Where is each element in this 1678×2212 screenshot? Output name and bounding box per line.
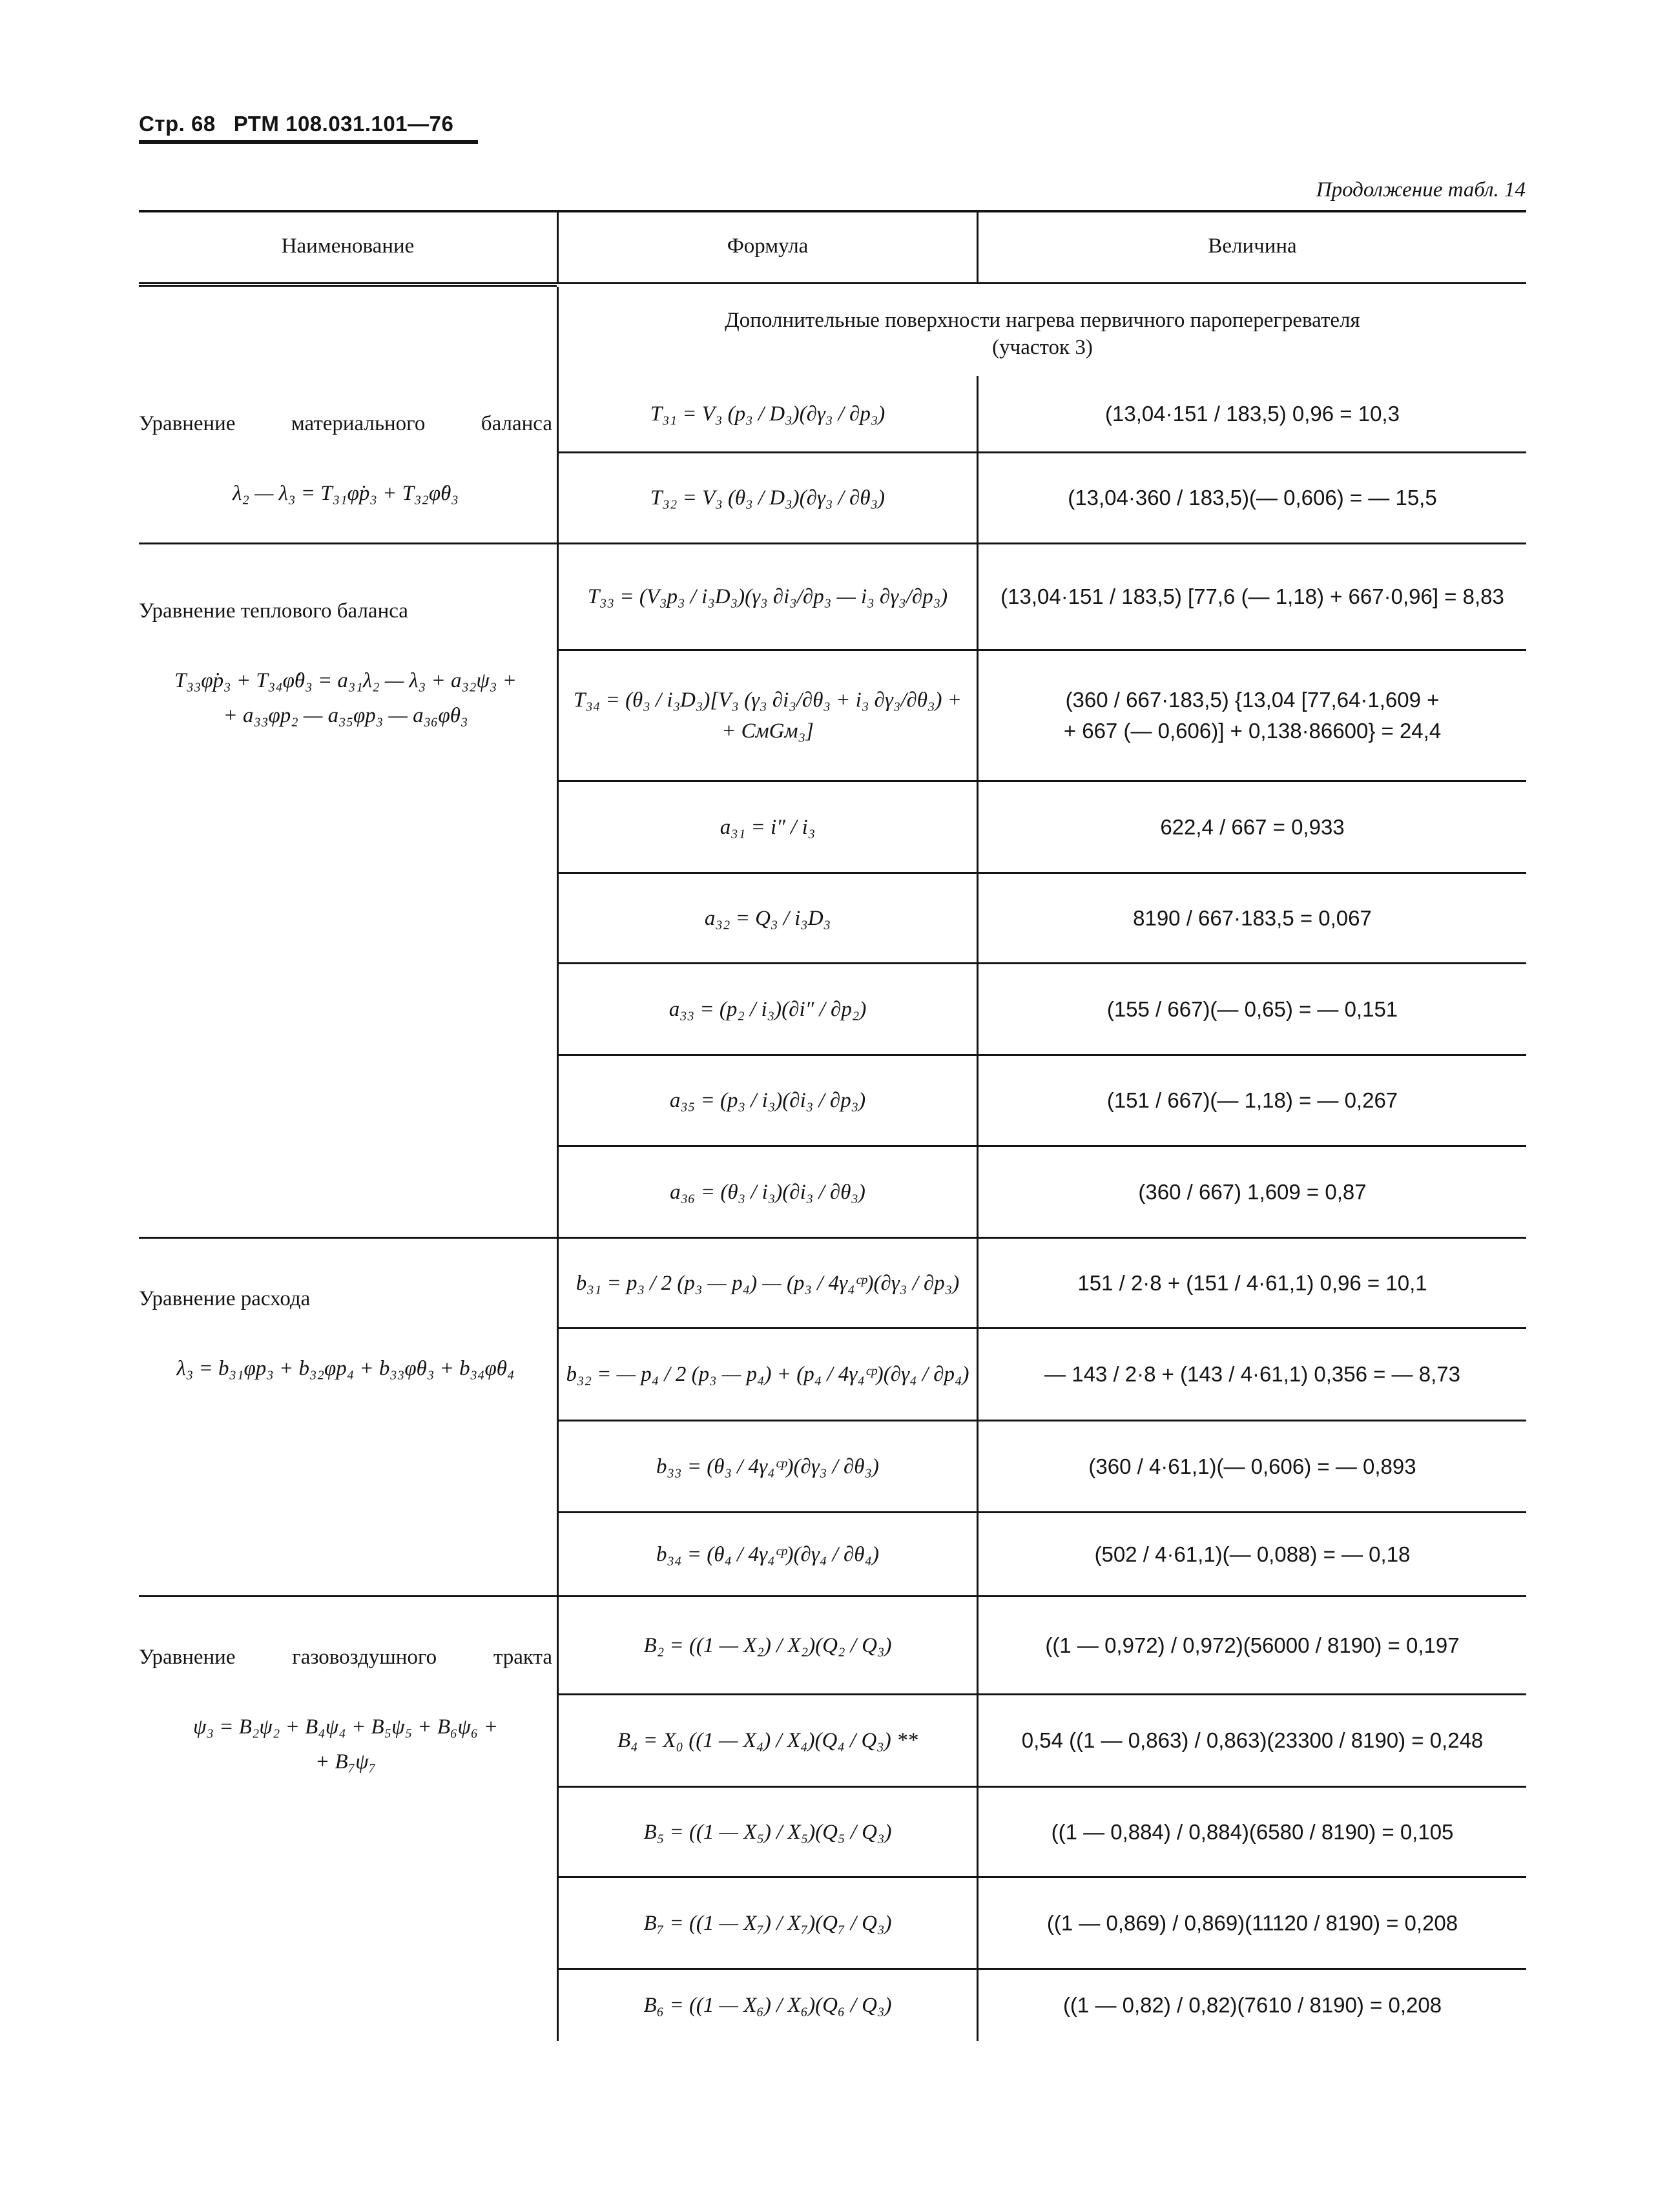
group-title: Уравнение теплового баланса	[139, 599, 408, 623]
group-equation: T₃₃φ̇p₃ + T₃₄φ̇θ₃ = a₃₁λ₂ — λ₃ + a₃₂ψ₃ + + a₃₃φp₂ — a₃₅φp₃ — a₃₆φθ₃	[174, 669, 517, 727]
formula-B4: B₄ = X₀ ((1 — X₄) / X₄)(Q₄ / Q₃) **	[617, 1729, 918, 1752]
value-b34: (502 / 4·61,1)(— 0,088) = — 0,18	[1094, 1542, 1411, 1566]
group-title: Уравнение газовоздушного тракта	[139, 1646, 552, 1669]
value-b32: — 143 / 2·8 + (143 / 4·61,1) 0,356 = — 8,73	[1044, 1362, 1460, 1386]
page-header	[139, 111, 453, 137]
formula-B5: B₅ = ((1 — X₅) / X₅)(Q₅ / Q₃)	[643, 1820, 892, 1844]
formula-b31: b₃₁ = p₃ / 2 (p₃ — p₄) — (p₃ / 4γ₄ᶜᵖ)(∂γ₃ / ∂p₃)	[575, 1271, 960, 1295]
formula-b34: b₃₄ = (θ₄ / 4γ₄ᶜᵖ)(∂γ₄ / ∂θ₄)	[656, 1542, 879, 1566]
group-flow	[139, 1246, 552, 1421]
value-B4: 0,54 ((1 — 0,863) / 0,863)(23300 / 8190) = 0,248	[1021, 1728, 1484, 1752]
formula-T34: T₃₄ = (θ₃ / i₃D₃)[V₃ (γ₃ ∂i₃/∂θ₃ + i₃ ∂γ₃/∂θ₃) + + CмGм₃]	[574, 688, 962, 743]
group-gas-air-path	[139, 1605, 552, 1814]
page-number: Стр. 68	[139, 112, 216, 136]
formula-a32: a₃₂ = Q₃ / i₃D₃	[704, 906, 831, 930]
value-a32: 8190 / 667·183,5 = 0,067	[1133, 905, 1372, 930]
table-continuation-label: Продолжение табл. 14	[1316, 178, 1526, 202]
header-rule	[139, 140, 478, 144]
group-title: Уравнение расхода	[139, 1287, 311, 1310]
formula-T32: T₃₂ = V₃ (θ₃ / D₃)(∂γ₃ / ∂θ₃)	[650, 486, 885, 510]
value-T32: (13,04·360 / 183,5)(— 0,606) = — 15,5	[1068, 486, 1437, 510]
formula-B6: B₆ = ((1 — X₆) / X₆)(Q₆ / Q₃)	[643, 1994, 892, 2017]
formula-a36: a₃₆ = (θ₃ / i₃)(∂i₃ / ∂θ₃)	[670, 1180, 865, 1204]
section-title: Дополнительные поверхности нагрева первичного пароперегревателя (участок 3)	[725, 309, 1360, 359]
formula-B7: B₇ = ((1 — X₇) / X₇)(Q₇ / Q₃)	[643, 1911, 892, 1935]
value-b33: (360 / 4·61,1)(— 0,606) = — 0,893	[1088, 1454, 1416, 1478]
formula-a33: a₃₃ = (p₂ / i₃)(∂i″ / ∂p₂)	[668, 997, 867, 1021]
formula-table	[139, 210, 1526, 2041]
group-equation: λ₃ = b₃₁φp₃ + b₃₂φp₄ + b₃₃φθ₃ + b₃₄φθ₄	[176, 1357, 515, 1380]
value-B6: ((1 — 0,82) / 0,82)(7610 / 8190) = 0,208	[1062, 1993, 1442, 2017]
value-B5: ((1 — 0,884) / 0,884)(6580 / 8190) = 0,105	[1051, 1819, 1454, 1844]
formula-T33: T₃₃ = (V₃p₃ / i₃D₃)(γ₃ ∂i₃/∂p₃ — i₃ ∂γ₃/∂p₃)	[587, 585, 948, 608]
group-title: Уравнение материального баланса	[139, 412, 552, 435]
value-b31: 151 / 2·8 + (151 / 4·61,1) 0,96 = 10,1	[1077, 1270, 1427, 1295]
formula-B2: B₂ = ((1 — X₂) / X₂)(Q₂ / Q₃)	[643, 1633, 892, 1657]
value-T33: (13,04·151 / 183,5) [77,6 (— 1,18) + 667·0,96] = 8,83	[1000, 584, 1504, 608]
value-a36: (360 / 667) 1,609 = 0,87	[1138, 1179, 1367, 1204]
column-header-formula: Формула	[727, 234, 809, 258]
group-material-balance	[139, 371, 552, 546]
formula-b33: b₃₃ = (θ₃ / 4γ₄ᶜᵖ)(∂γ₃ / ∂θ₃)	[656, 1454, 879, 1478]
formula-T31: T₃₁ = V₃ (p₃ / D₃)(∂γ₃ / ∂p₃)	[650, 402, 886, 426]
standard-number: РТМ 108.031.101—76	[233, 112, 454, 136]
formula-b32: b₃₂ = — p₄ / 2 (p₃ — p₄) + (p₄ / 4γ₄ᶜᵖ)(∂γ₄ / ∂p₄)	[566, 1363, 969, 1386]
formula-a35: a₃₅ = (p₃ / i₃)(∂i₃ / ∂p₃)	[669, 1089, 866, 1112]
group-equation: ψ₃ = B₂ψ₂ + B₄ψ₄ + B₅ψ₅ + B₆ψ₆ + + B₇ψ₇	[193, 1715, 498, 1773]
value-T34: (360 / 667·183,5) {13,04 [77,64·1,609 + + 667 (— 0,606)] + 0,138·86600} = 24,4	[1063, 688, 1442, 743]
value-a31: 622,4 / 667 = 0,933	[1160, 814, 1345, 839]
group-heat-balance	[139, 559, 552, 768]
formula-a31: a₃₁ = i″ / i₃	[720, 815, 816, 839]
body-top-rule	[139, 285, 557, 287]
column-header-name: Наименование	[281, 234, 415, 258]
value-a33: (155 / 667)(— 0,65) = — 0,151	[1106, 997, 1398, 1021]
value-B2: ((1 — 0,972) / 0,972)(56000 / 8190) = 0,197	[1045, 1633, 1460, 1657]
value-a35: (151 / 667)(— 1,18) = — 0,267	[1106, 1088, 1398, 1112]
value-T31: (13,04·151 / 183,5) 0,96 = 10,3	[1105, 401, 1400, 426]
column-header-value: Величина	[1208, 234, 1297, 258]
group-equation: λ₂ — λ₃ = T₃₁φ̇p₃ + T₃₂φ̇θ₃	[233, 482, 459, 505]
value-B7: ((1 — 0,869) / 0,869)(11120 / 8190) = 0,208	[1046, 1910, 1458, 1935]
header-bottom-rule	[139, 282, 1526, 284]
